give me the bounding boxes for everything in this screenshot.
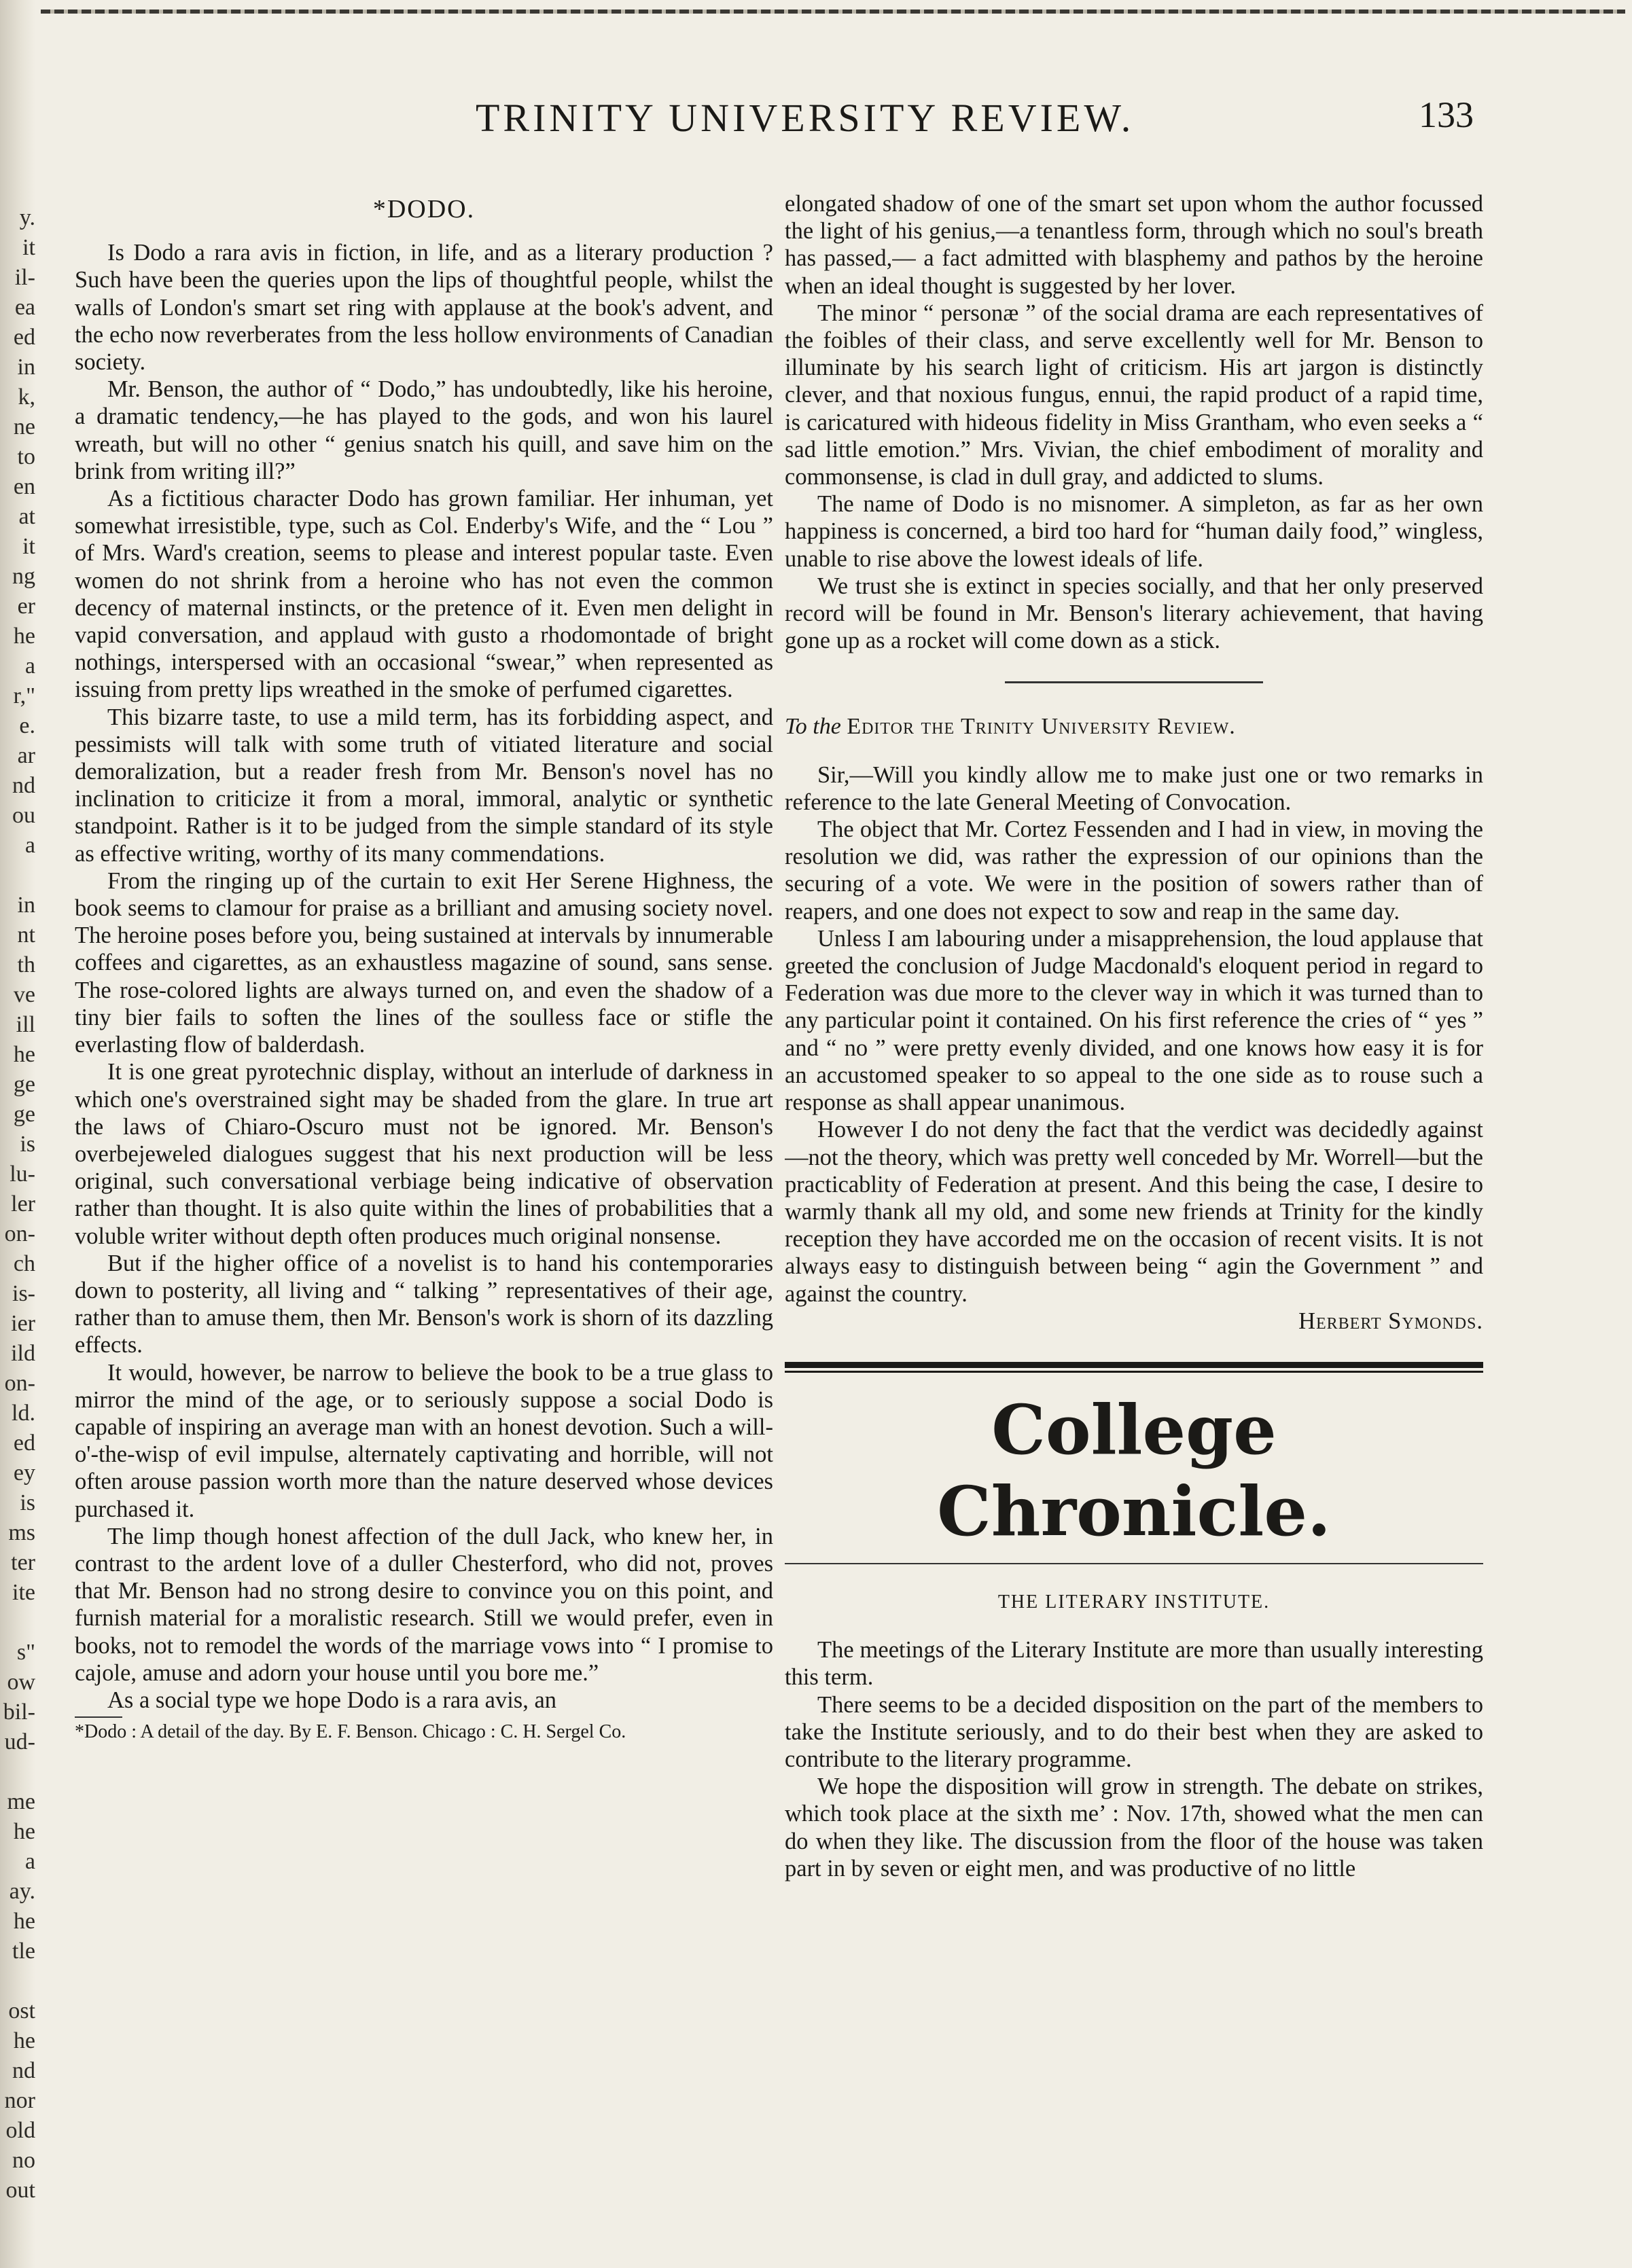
gutter-fragment: he bbox=[13, 1909, 35, 1934]
literary-institute-subheading: THE LITERARY INSTITUTE. bbox=[997, 1591, 1271, 1613]
page-number: 133 bbox=[1419, 94, 1474, 135]
gutter-fragment: a bbox=[24, 833, 35, 858]
gutter-fragment: nd bbox=[12, 2058, 35, 2083]
gutter-fragment: he bbox=[13, 1042, 35, 1067]
gutter-fragment: he bbox=[13, 624, 35, 649]
gutter-fragment: e. bbox=[19, 713, 35, 738]
gutter-fragment: ng bbox=[12, 564, 35, 589]
article-paragraph: It would, however, be narrow to believe the book to be a true glass to mirror the mind of the age, or to seriously suppose a social Dodo is capable of inspiring an average man with an honest devotion. Such a will-o'-the-wisp of evil impulse, alternately captivating and horrible, will not often arouse passion worth more than the nature deserved whose devices purchased it. bbox=[75, 1359, 773, 1522]
article-paragraph-continued: elongated shadow of one of the smart set upon whom the author focussed the light of his genius,—a tenantless form, through which no soul's breath has passed,— a fact admitted with blasphemy and pathos by the heroine when an ideal thought is suggested by her lover. bbox=[785, 191, 1483, 299]
gutter-fragment: in bbox=[17, 893, 35, 918]
section-divider bbox=[1005, 681, 1263, 683]
footnote-rule bbox=[75, 1716, 122, 1718]
article-paragraph: We trust she is extinct in species socially, and that her only preserved record will be found in Mr. Benson's literary achievement, that having gone up as a rocket will come down as a stick. bbox=[785, 573, 1483, 654]
article-paragraph: Mr. Benson, the author of “ Dodo,” has undoubtedly, like his heroine, a dramatic tendency,—he has played to the gods, and won his laurel wreath, but will no other “ genius snatch his quill, and save him on the brink from writing ill?” bbox=[75, 376, 773, 484]
gutter-fragment: ey bbox=[13, 1460, 35, 1486]
article-paragraph: Is Dodo a rara avis in fiction, in life, and as a literary production ? Such have been the queries upon the lips of thoughtful people, whilst the walls of London's smart set ring with applause at the book's advent, and the echo now reverberates from the less hollow environments of Canadian society. bbox=[75, 240, 773, 376]
heading-top-rule-thin bbox=[785, 1371, 1483, 1373]
heading-top-rule-heavy bbox=[785, 1362, 1483, 1368]
gutter-fragment: on- bbox=[4, 1371, 35, 1396]
gutter-fragment: to bbox=[17, 444, 35, 469]
left-column bbox=[75, 190, 773, 2268]
gutter-fragment: en bbox=[13, 474, 35, 499]
gutter-fragment: ow bbox=[7, 1670, 35, 1695]
gutter-fragment: a bbox=[24, 653, 35, 679]
right-column bbox=[785, 190, 1483, 2268]
letter-paragraph: Sir,—Will you kindly allow me to make just one or two remarks in reference to the late General Meeting of Convocation. bbox=[785, 761, 1483, 815]
article-paragraph: The limp though honest affection of the dull Jack, who knew her, in contrast to the ardent love of a duller Chesterford, who did not, proves that Mr. Benson had no strong desire to convince you on this point, and furnish material for a moralistic research. Still we would prefer, even in books, not to remodel the words of the marriage vows into “ I promise to cajole, amuse and adorn your house until you bore me.” bbox=[75, 1523, 773, 1686]
article-paragraph: From the ringing up of the curtain to exit Her Serene Highness, the book seems to clamour for praise as a brilliant and amusing society novel. The heroine poses before you, being sustained at intervals by innumerable coffees and cigarettes, as an exhaustless magazine of sound, sans sense. The rose-colored lights are always turned on, and even the shadow of a tiny bier fails to soften the lines of the soulless face or stifle the everlasting flow of balderdash. bbox=[75, 867, 773, 1058]
gutter-fragment: ch bbox=[13, 1251, 35, 1276]
gutter-fragment bbox=[1, 1967, 35, 1997]
gutter-fragment: is bbox=[20, 1490, 35, 1515]
gutter-fragment: is- bbox=[12, 1281, 35, 1306]
gutter-fragment: ed bbox=[13, 1430, 35, 1456]
gutter-fragment: ed bbox=[13, 325, 35, 350]
gutter-fragment: s" bbox=[16, 1640, 35, 1665]
gutter-fragment: nor bbox=[4, 2088, 35, 2113]
gutter-fragment: ter bbox=[11, 1550, 35, 1575]
gutter-fragment: tle bbox=[12, 1939, 35, 1964]
article-title: *DODO. bbox=[372, 195, 476, 223]
gutter-fragment: ea bbox=[14, 295, 35, 320]
letter-paragraph: Unless I am labouring under a misapprehension, the loud applause that greeted the conclusion of Judge Macdonald's eloquent period in regard to Federation was due more to the clever way in which it was turned than to any particular point it contained. On his first reference the cries of “ yes ” and “ no ” were pretty evenly divided, and one knows how easy it is for an accustomed speaker to so appeal to the one side as to rouse such a response as shall appear unanimous. bbox=[785, 925, 1483, 1116]
gutter-fragments bbox=[1, 204, 35, 2206]
footnote: *Dodo : A detail of the day. By E. F. Benson. Chicago : C. H. Sergel Co. bbox=[75, 1721, 626, 1743]
gutter-fragment: th bbox=[17, 952, 35, 977]
chronicle-paragraph: The meetings of the Literary Institute are more than usually interesting this term. bbox=[785, 1637, 1483, 1691]
gutter-fragment: r," bbox=[13, 683, 35, 708]
gutter-fragment: er bbox=[17, 594, 35, 619]
chronicle-paragraph: There seems to be a decided disposition on the part of the members to take the Institute seriously, and to do their best when they are asked to contribute to the literary programme. bbox=[785, 1691, 1483, 1772]
gutter-fragment: ne bbox=[13, 414, 35, 439]
article-paragraph: This bizarre taste, to use a mild term, has its forbidding aspect, and pessimists will talk with some truth of vitiated literature and social demoralization, but a reader fresh from Mr. Benson's novel has no inclination to criticize it from a moral, immoral, analytic or synthetic standpoint. Rather is it to be judged from the simple standard of its style as effective writing, worthy of its many commendations. bbox=[75, 704, 773, 867]
gutter-fragment bbox=[1, 861, 35, 891]
gutter-fragment: il- bbox=[14, 265, 35, 290]
gutter-fragment: ar bbox=[17, 743, 35, 768]
gutter-fragment: ay. bbox=[9, 1879, 35, 1904]
gutter-fragment: ud- bbox=[4, 1729, 35, 1754]
gutter-fragment: ild bbox=[11, 1341, 35, 1366]
gutter-fragment: he bbox=[13, 2028, 35, 2053]
gutter-fragment: ge bbox=[13, 1072, 35, 1097]
gutter-fragment: nt bbox=[17, 922, 35, 948]
gutter-fragment: he bbox=[13, 1819, 35, 1844]
gutter-fragment: me bbox=[7, 1789, 35, 1814]
letter-salutation bbox=[785, 713, 1483, 740]
gutter-fragment: no bbox=[12, 2148, 35, 2173]
article-paragraph: The name of Dodo is no misnomer. A simpleton, as far as her own happiness is concerned, a bird too hard for “human daily food,” wingless, unable to rise above the lowest ideals of life. bbox=[785, 491, 1483, 572]
article-paragraph: As a social type we hope Dodo is a rara avis, an bbox=[107, 1687, 557, 1713]
binding-gutter bbox=[0, 0, 35, 2268]
salutation-addressee: Editor the Trinity University Review. bbox=[847, 714, 1236, 740]
letter-paragraph: However I do not deny the fact that the verdict was decidedly against—not the theory, which was pretty well conceded by Mr. Worrell—but the practicablity of Federation at present. And this being the case, I desire to warmly thank all my old, and some new friends at Trinity for the kindly reception they have accorded me on the occasion of recent visits. It is not always easy to distinguish between being “ agin the Government ” and against the country. bbox=[785, 1117, 1483, 1307]
gutter-fragment bbox=[1, 1608, 35, 1638]
gutter-fragment: bil- bbox=[3, 1699, 35, 1725]
gutter-fragment: a bbox=[24, 1849, 35, 1874]
gutter-fragment: nd bbox=[12, 773, 35, 798]
gutter-fragment: lu- bbox=[10, 1162, 35, 1187]
gutter-fragment: ld. bbox=[12, 1401, 35, 1426]
gutter-fragment: ge bbox=[13, 1102, 35, 1127]
salutation-prefix: To the bbox=[785, 714, 841, 740]
article-paragraph: It is one great pyrotechnic display, without an interlude of darkness in which one's overstrained sight may be shaded from the glare. In true art the laws of Chiaro-Oscuro must not be ignored. Mr. Benson's overbejeweled dialogues suggest that his next production will be less original, such conversational verbiage being indicative of observation rather than thought. It is also quite within the lines of probabilities that a voluble writer without depth often produces much original nonsense. bbox=[75, 1059, 773, 1249]
gutter-fragment: it bbox=[22, 534, 35, 559]
page-edge-rule bbox=[41, 10, 1625, 14]
gutter-fragment bbox=[1, 1758, 35, 1788]
gutter-fragment: it bbox=[22, 235, 35, 260]
gutter-fragment: ms bbox=[8, 1520, 35, 1545]
gutter-fragment: old bbox=[5, 2118, 35, 2143]
gutter-fragment: on- bbox=[4, 1221, 35, 1246]
gutter-fragment: y. bbox=[19, 205, 35, 230]
letter-signature: Herbert Symonds. bbox=[1298, 1308, 1483, 1334]
article-paragraph: But if the higher office of a novelist is to hand his contemporaries down to posterity, all living and “ talking ” representatives of their age, rather than to amuse them, then Mr. Benson's work is shorn of its dazzling effects. bbox=[75, 1250, 773, 1358]
gutter-fragment: ost bbox=[8, 1998, 35, 2023]
gutter-fragment: ill bbox=[16, 1012, 35, 1037]
gutter-fragment: is bbox=[20, 1132, 35, 1157]
letter-paragraph: The object that Mr. Cortez Fessenden and I had in view, in moving the resolution we did, was rather the expression of our opinions than the securing of a vote. We were in the position of sowers rather than of reapers, and one does not expect to sow and reap in the same day. bbox=[785, 816, 1483, 924]
heading-bottom-rule bbox=[785, 1563, 1483, 1564]
gutter-fragment: ve bbox=[13, 982, 35, 1007]
gutter-fragment: out bbox=[5, 2178, 35, 2203]
gutter-fragment: ou bbox=[12, 803, 35, 828]
gutter-fragment: ler bbox=[11, 1191, 35, 1217]
gutter-fragment: ier bbox=[11, 1311, 35, 1336]
gutter-fragment: k, bbox=[18, 384, 35, 410]
running-title: TRINITY UNIVERSITY REVIEW. bbox=[476, 96, 1135, 140]
gutter-fragment: in bbox=[17, 355, 35, 380]
college-chronicle-heading: College Chronicle. bbox=[937, 1389, 1331, 1551]
gutter-fragment: at bbox=[18, 504, 35, 529]
article-paragraph: The minor “ personæ ” of the social drama are each representatives of the foibles of their class, and serve excellently well for Mr. Benson to illuminate by his search light of criticism. His art jargon is distinctly clever, and that noxious fungus, ennui, the rapid product of a rapid time, is caricatured with hideous fidelity in Miss Grantham, who even seeks a “ sad little emotion.” Mrs. Vivian, the chief embodiment of morality and commonsense, is clad in dull gray, and addicted to slums. bbox=[785, 300, 1483, 490]
gutter-fragment: ite bbox=[12, 1580, 35, 1605]
chronicle-paragraph: We hope the disposition will grow in strength. The debate on strikes, which took place at the sixth me’ : Nov. 17th, showed what the men can do when they like. The discussion from the floor of the house was taken part in by seven or eight men, and was productive of no little bbox=[785, 1774, 1483, 1882]
article-paragraph: As a fictitious character Dodo has grown familiar. Her inhuman, yet somewhat irresistible, type, such as Col. Enderby's Wife, and the “ Lou ” of Mrs. Ward's creation, seems to please and interest popular taste. Even women do not shrink from a heroine who has not even the common decency of maternal instincts, or the pretence of it. Even men delight in vapid conversation, and applaud with gusto a rhodomontade of bright nothings, interspersed with an occasional “swear,” when represented as issuing from pretty lips wreathed in the smoke of perfumed cigarettes. bbox=[75, 486, 773, 703]
